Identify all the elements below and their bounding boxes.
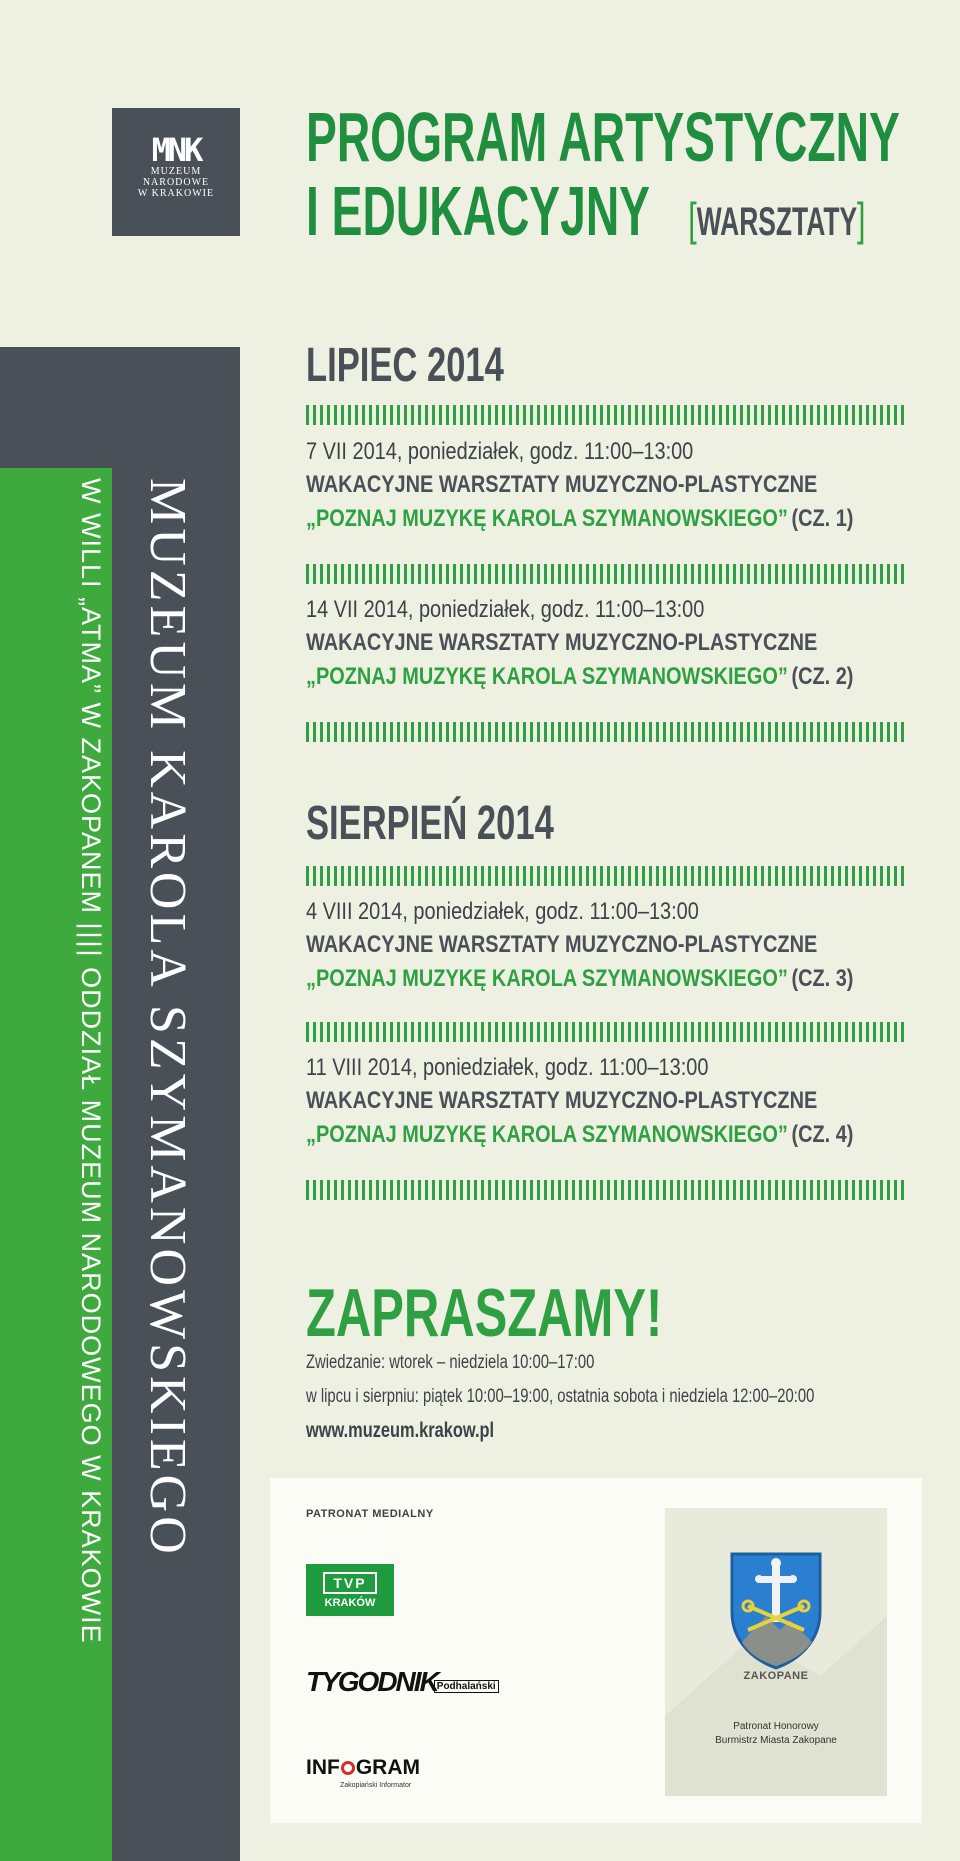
- zakopane-name: ZAKOPANE: [743, 1670, 809, 1682]
- hours-line-1: Zwiedzanie: wtorek – niedziela 10:00–17:00: [306, 1352, 595, 1373]
- event-item: [306, 896, 904, 996]
- infogram-post: GRAM: [355, 1756, 420, 1779]
- zakopane-patronage: [665, 1508, 887, 1796]
- event-item: [306, 436, 904, 536]
- museum-logo: [112, 108, 240, 236]
- divider: [306, 866, 904, 886]
- divider: [306, 1022, 904, 1042]
- tvp-mark: TVP: [323, 1572, 377, 1594]
- infogram-o-mark: [341, 1761, 355, 1775]
- month-heading: SIERPIEŃ 2014: [306, 797, 554, 850]
- infogram-pre: INF: [306, 1756, 340, 1779]
- patronage-line-1: Patronat Honorowy: [733, 1721, 819, 1732]
- tygodnik-sub: Podhalański: [434, 1680, 499, 1693]
- divider: [306, 722, 904, 742]
- honorary-patronage: [665, 1720, 887, 1748]
- event-date: 7 VII 2014, poniedziałek, godz. 11:00–13:00: [306, 438, 694, 465]
- divider: [306, 564, 904, 584]
- side-location: W WILLI „ATMA” W ZAKOPANEM: [76, 478, 106, 914]
- event-part: (CZ. 1): [791, 505, 854, 532]
- event-part: (CZ. 4): [791, 1121, 854, 1148]
- title-line-2: [306, 174, 900, 259]
- month-heading: LIPIEC 2014: [306, 339, 504, 392]
- media-patronage-label: PATRONAT MEDIALNY: [306, 1508, 434, 1520]
- event-title: „POZNAJ MUZYKĘ KAROLA SZYMANOWSKIEGO”: [306, 505, 788, 532]
- logo-line-3: W KRAKOWIE: [137, 188, 215, 199]
- divider: [306, 1180, 904, 1200]
- event-date: 14 VII 2014, poniedziałek, godz. 11:00–13:00: [306, 596, 705, 623]
- side-museum-name: MUZEUM KAROLA SZYMANOWSKIEGO: [139, 478, 196, 1558]
- event-part: (CZ. 3): [791, 965, 854, 992]
- title-line-1: PROGRAM ARTYSTYCZNY: [306, 98, 900, 176]
- event-title: „POZNAJ MUZYKĘ KAROLA SZYMANOWSKIEGO”: [306, 965, 788, 992]
- patronage-line-2: Burmistrz Miasta Zakopane: [715, 1735, 837, 1746]
- zakopane-crest-icon: [728, 1550, 824, 1670]
- divider: [306, 405, 904, 425]
- side-subtitle: [75, 478, 106, 1644]
- hours-line-2: w lipcu i sierpniu: piątek 10:00–19:00, ostatnia sobota i niedziela 12:00–20:00: [306, 1386, 815, 1407]
- event-date: 11 VIII 2014, poniedziałek, godz. 11:00–13:00: [306, 1054, 709, 1081]
- event-type: WAKACYJNE WARSZTATY MUZYCZNO-PLASTYCZNE: [306, 1087, 818, 1114]
- event-item: [306, 1052, 904, 1152]
- tag-open-bracket: [: [688, 193, 697, 245]
- tag-close-bracket: ]: [857, 193, 866, 245]
- side-separator: ||||: [76, 922, 106, 959]
- sponsors-panel: [270, 1478, 922, 1823]
- tvp-krakow-logo: [306, 1564, 394, 1616]
- logo-mark: MNK: [151, 131, 201, 169]
- side-branch: ODDZIAŁ MUZEUM NARODOWEGO W KRAKOWIE: [76, 967, 106, 1644]
- title-line-2-text: I EDUKACYJNY: [306, 172, 651, 250]
- event-date: 4 VIII 2014, poniedziałek, godz. 11:00–13:00: [306, 898, 699, 925]
- tygodnik-podhalanski-logo: [306, 1666, 499, 1698]
- event-title: „POZNAJ MUZYKĘ KAROLA SZYMANOWSKIEGO”: [306, 1121, 788, 1148]
- event-type: WAKACYJNE WARSZTATY MUZYCZNO-PLASTYCZNE: [306, 931, 818, 958]
- tvp-city: KRAKÓW: [324, 1597, 376, 1609]
- logo-line-2: NARODOWE: [142, 177, 210, 188]
- infogram-logo: [306, 1756, 420, 1780]
- event-type: WAKACYJNE WARSZTATY MUZYCZNO-PLASTYCZNE: [306, 629, 818, 656]
- event-part: (CZ. 2): [791, 663, 854, 690]
- event-title: „POZNAJ MUZYKĘ KAROLA SZYMANOWSKIEGO”: [306, 663, 788, 690]
- tag-label: WARSZTATY: [696, 200, 858, 244]
- tygodnik-name: TYGODNIK: [306, 1666, 438, 1697]
- infogram-tagline: Zakopiański Informator: [340, 1782, 412, 1789]
- invite-heading: ZAPRASZAMY!: [306, 1275, 663, 1351]
- website-link[interactable]: www.muzeum.krakow.pl: [306, 1419, 495, 1442]
- event-type: WAKACYJNE WARSZTATY MUZYCZNO-PLASTYCZNE: [306, 471, 818, 498]
- opening-hours: [306, 1346, 852, 1448]
- event-item: [306, 594, 904, 694]
- page-title: [306, 100, 900, 259]
- logo-line-1: MUZEUM: [150, 166, 202, 177]
